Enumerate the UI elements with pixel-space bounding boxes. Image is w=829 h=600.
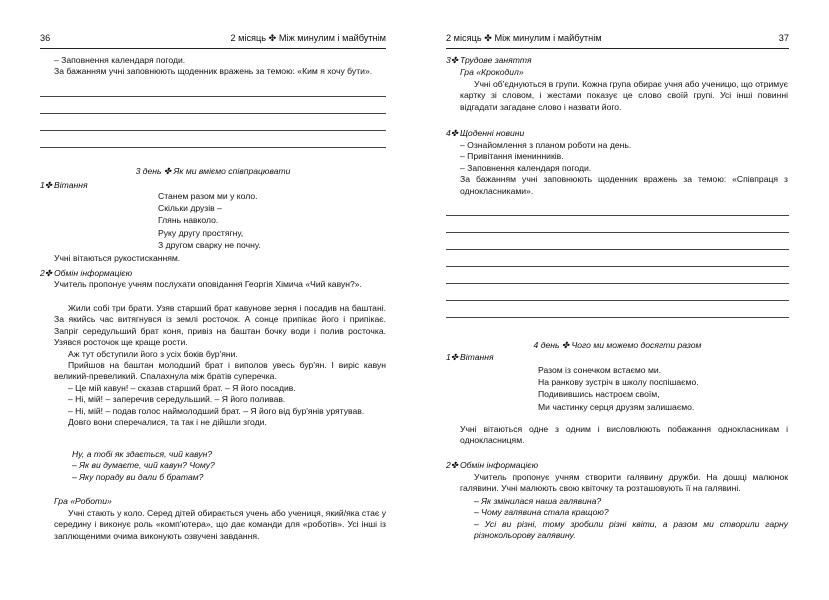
section-number: 3✤ bbox=[446, 55, 458, 65]
section-heading bbox=[446, 352, 494, 363]
discussion-questions bbox=[72, 449, 386, 483]
question: – Усі ви різні, тому зробили різні квіти, а разом ми створили гарну різнокольорову галявину. bbox=[474, 518, 788, 541]
writing-line bbox=[446, 283, 789, 284]
section-number: 1✤ bbox=[40, 180, 52, 190]
right-page bbox=[414, 0, 829, 600]
story-paragraph: – Це мій кавун! – сказав старший брат. – Я його посадив. bbox=[68, 382, 296, 393]
poem-line: Станем разом ми у коло. bbox=[158, 191, 258, 201]
section-title: Вітання bbox=[460, 352, 494, 362]
text-line: За бажанням учні заповнюють щоденник вражень за темою: «Ким я хочу бути». bbox=[54, 66, 373, 77]
poem-line: Глянь навколо. bbox=[158, 215, 219, 226]
story-paragraph: – Ні, мій! – заперечив середульший. – Я його поливав. bbox=[68, 394, 286, 405]
story-paragraph: Жили собі три брати. Узяв старший брат кавунове зерня і посадив на баштані. За якийсь час витягнувся із землі росточок. А сонце припікає його і припікає. Запріг середульший брат коня, привіз на баштан бочку води і полив росточка. Узявся росточок ще краще рости. bbox=[54, 303, 386, 348]
section-title: Вітання bbox=[54, 180, 88, 190]
activity-intro: Учитель пропонує учням створити галявину дружби. На дошці малюнок галявини. Учні малюють свою квіточку та розташовують її на галявині. bbox=[460, 472, 788, 494]
text-line: – Заповнення календаря погоди. bbox=[54, 55, 186, 65]
greeting-poem bbox=[538, 364, 699, 413]
day-title: 3 день ✤ Як ми вміємо співпрацювати bbox=[135, 166, 291, 176]
writing-line bbox=[40, 113, 386, 114]
question: – Яку пораду ви дали б братам? bbox=[72, 471, 204, 482]
section-heading bbox=[446, 128, 524, 139]
writing-line bbox=[446, 249, 789, 250]
news-list bbox=[460, 140, 788, 197]
left-page bbox=[0, 0, 414, 600]
poem-line: З другом сварку не почну. bbox=[158, 239, 261, 250]
game-text: Учні об'єднуються в групи. Кожна група обирає учня або ученицю, що отримує картку зі словом, і жестами показує це слово своїй групі. Усі інші повинні відгадати загадане слово і назвати його. bbox=[460, 79, 788, 112]
writing-line bbox=[446, 232, 789, 233]
story-paragraph: Прийшов на баштан молодший брат і виполов увесь бур'ян. І виріс кавун великий-превеликий. Спалахнула між братів суперечка. bbox=[54, 360, 386, 382]
section-title: Трудове заняття bbox=[460, 55, 532, 65]
question: Ну, а тобі як здається, чий кавун? bbox=[72, 449, 213, 459]
greeting-note: Учні вітаються рукостисканням. bbox=[54, 253, 181, 263]
writing-line bbox=[446, 215, 789, 216]
section-heading bbox=[446, 55, 532, 66]
discussion-questions bbox=[474, 496, 788, 542]
list-item: – Привітання іменинників. bbox=[460, 151, 564, 162]
section-number: 1✤ bbox=[446, 352, 458, 362]
section-number: 4✤ bbox=[446, 128, 458, 138]
writing-line bbox=[40, 147, 386, 148]
section-number: 2✤ bbox=[446, 460, 458, 470]
page-number: 37 bbox=[778, 33, 789, 43]
question: – Чому галявина стала кращою? bbox=[474, 507, 609, 518]
running-title: 2 місяць ✤ Між минулим і майбутнім bbox=[230, 33, 386, 43]
list-item: – Заповнення календаря погоди. bbox=[460, 162, 592, 173]
greeting-note: Учні вітаються одне з одним і висловлюють побажання однокласникам і однокласницям. bbox=[460, 424, 788, 446]
section-number: 2✤ bbox=[40, 268, 52, 278]
section-title: Щоденні новини bbox=[460, 128, 525, 138]
running-title: 2 місяць ✤ Між минулим і майбутнім bbox=[446, 33, 602, 43]
intro-lines bbox=[54, 55, 386, 78]
game-text: Учні стають у коло. Серед дітей обирається учень або учениця, який/яка стає у середину і виконує роль «комп'ютера», що дає команди для «роботів». Усі інші із заплющеними очима виконують озвучені завдання. bbox=[54, 508, 386, 541]
section-heading bbox=[40, 268, 132, 279]
section-heading bbox=[40, 180, 88, 191]
game-title: Гра «Роботи» bbox=[54, 496, 112, 506]
writing-line bbox=[446, 317, 789, 318]
section-title: Обмін інформацією bbox=[460, 460, 539, 470]
diary-note: За бажанням учні заповнюють щоденник вражень за темою: «Співпраця з однокласниками». bbox=[460, 174, 788, 196]
day-title: 4 день ✤ Чого ми можемо досягти разом bbox=[533, 340, 702, 350]
poem-line: Скільки друзів – bbox=[158, 203, 222, 214]
writing-line bbox=[446, 266, 789, 267]
right-page-header bbox=[446, 33, 789, 49]
poem-line: На ранкову зустріч в школу поспішаємо. bbox=[538, 377, 699, 388]
writing-line bbox=[40, 130, 386, 131]
writing-line bbox=[446, 300, 789, 301]
section-title: Обмін інформацією bbox=[54, 268, 133, 278]
story-paragraph: Аж тут обступили його з усіх боків бур'яни. bbox=[68, 348, 238, 359]
story-paragraph: – Ні, мій! – подав голос наймолодший брат. – Я його від бур'янів урятував. bbox=[68, 405, 365, 416]
writing-line bbox=[40, 96, 386, 97]
poem-line: Руку другу простягну, bbox=[158, 227, 244, 238]
question: – Як ви думаєте, чий кавун? Чому? bbox=[72, 460, 215, 471]
story-text bbox=[54, 303, 386, 428]
question: – Як змінилася наша галявина? bbox=[474, 496, 602, 506]
poem-line: Разом із сонечком встаємо ми. bbox=[538, 365, 662, 375]
story-paragraph: Довго вони сперечалися, та так і не дійшли згоди. bbox=[68, 417, 267, 428]
poem-line: Подивившись настроєм своїм, bbox=[538, 389, 660, 400]
story-intro: Учитель пропонує учням послухати оповідання Георгія Хімича «Чий кавун?». bbox=[54, 279, 362, 289]
poem-line: Ми частинку серця друзям залишаємо. bbox=[538, 401, 695, 412]
page-number: 36 bbox=[40, 33, 51, 43]
left-page-header bbox=[40, 33, 386, 49]
game-title: Гра «Крокодил» bbox=[460, 67, 524, 77]
greeting-poem bbox=[158, 190, 261, 251]
list-item: – Ознайомлення з планом роботи на день. bbox=[460, 140, 632, 150]
section-heading bbox=[446, 460, 538, 471]
